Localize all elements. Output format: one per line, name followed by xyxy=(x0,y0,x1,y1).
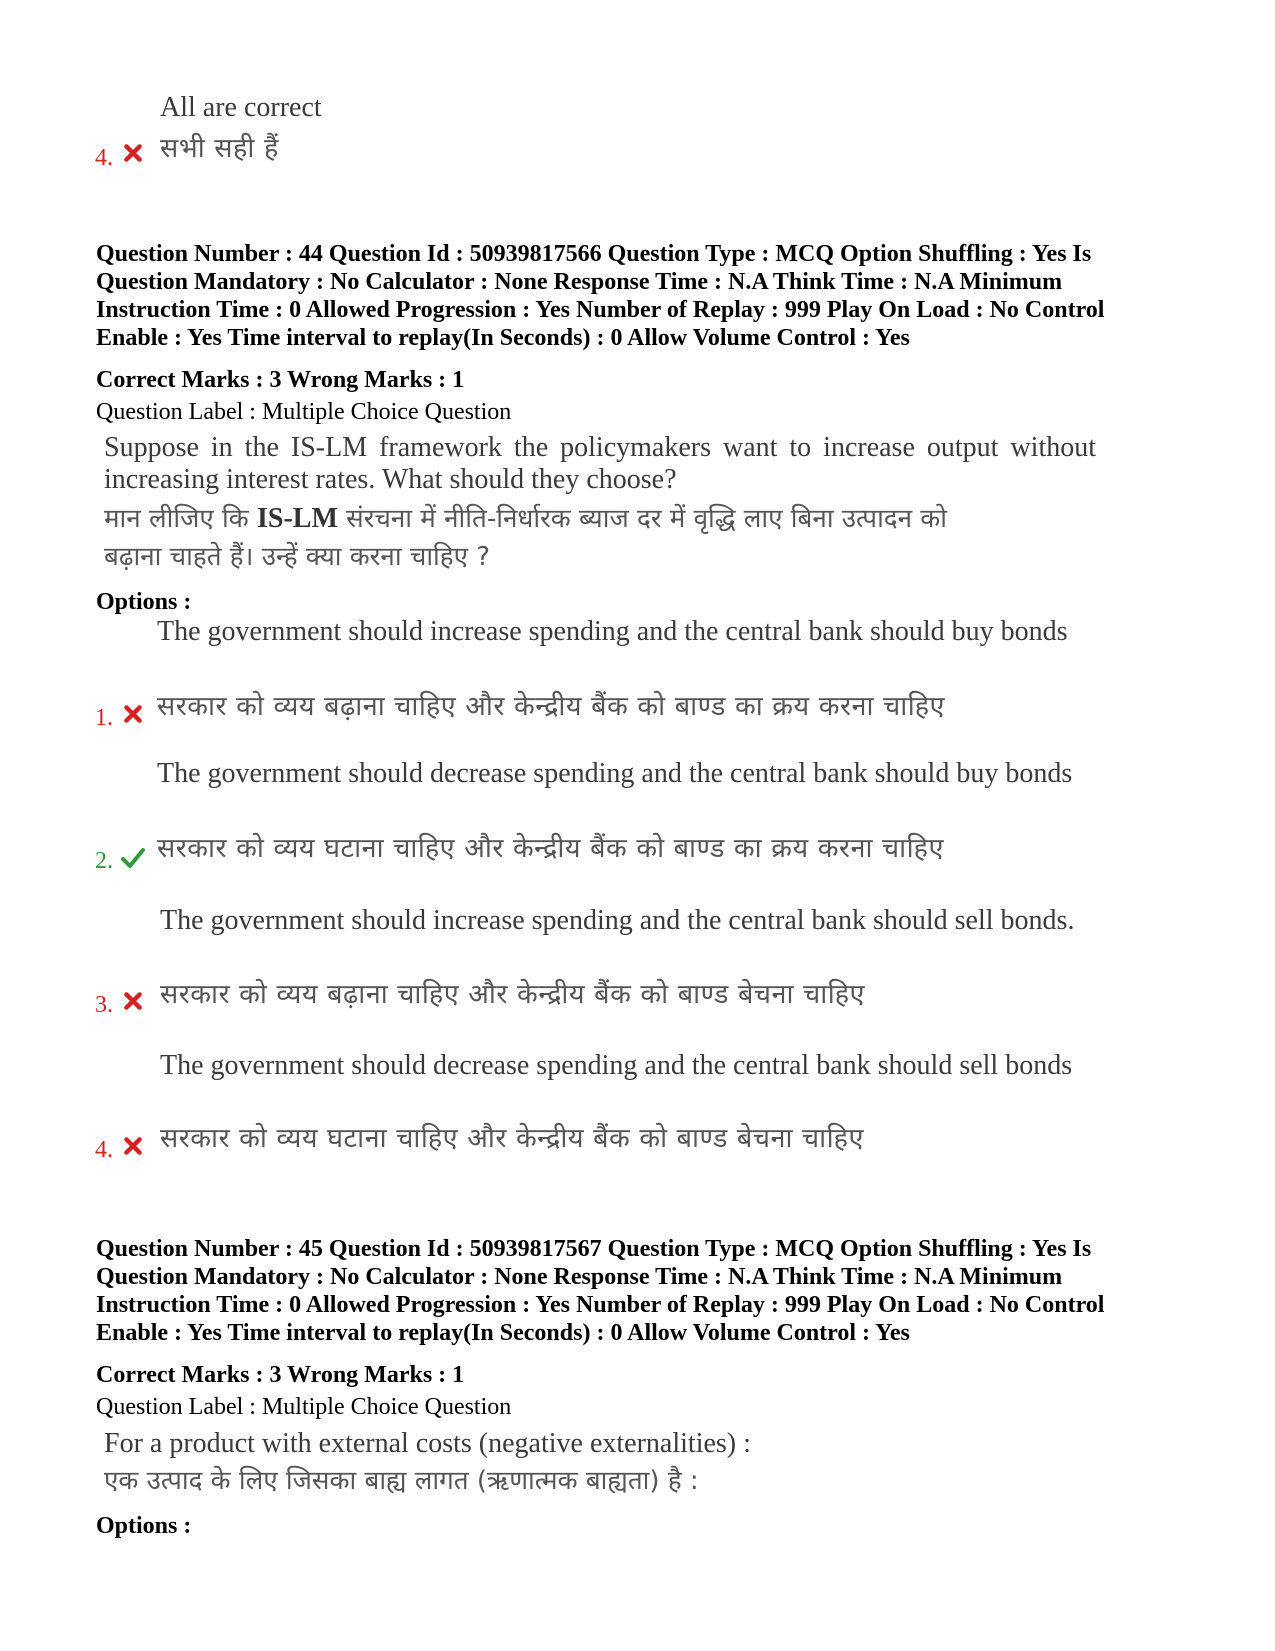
wrong-cross-icon xyxy=(122,1135,144,1157)
option-hindi: सरकार को व्यय बढ़ाना चाहिए और केन्द्रीय बैंक को बाण्ड का क्रय करना चाहिए xyxy=(157,691,945,722)
question-meta xyxy=(96,1235,1196,1347)
marks-line: Correct Marks : 3 Wrong Marks : 1 xyxy=(96,1362,465,1388)
wrong-cross-icon xyxy=(122,142,144,164)
options-heading: Options : xyxy=(96,1513,192,1539)
question-stem-english: Suppose in the IS-LM framework the policymakers want to increase output without increasing interest rates. What should they choose? xyxy=(104,432,1096,495)
question-stem-english: For a product with external costs (negative externalities) : xyxy=(104,1428,751,1459)
stem-hindi-term: IS-LM xyxy=(256,503,338,534)
meta-line: Question Mandatory : No Calculator : None Response Time : N.A Think Time : N.A Minimum xyxy=(96,1264,1063,1290)
meta-line: Enable : Yes Time interval to replay(In Seconds) : 0 Allow Volume Control : Yes xyxy=(96,325,910,351)
meta-line: Enable : Yes Time interval to replay(In Seconds) : 0 Allow Volume Control : Yes xyxy=(96,1320,910,1346)
wrong-cross-icon xyxy=(122,990,144,1012)
option-english: All are correct xyxy=(160,92,322,123)
stem-hindi-text: संरचना में नीति-निर्धारक ब्याज दर में वृद्धि लाए बिना उत्पादन को xyxy=(337,504,948,534)
meta-line: Question Number : 44 Question Id : 50939817566 Question Type : MCQ Option Shuffling : Yes Is xyxy=(96,241,1092,267)
question-label: Question Label : Multiple Choice Question xyxy=(96,399,512,425)
question-meta xyxy=(96,240,1196,352)
question-stem-hindi xyxy=(104,500,1104,576)
marks-line: Correct Marks : 3 Wrong Marks : 1 xyxy=(96,367,465,393)
question-stem-hindi: एक उत्पाद के लिए जिसका बाह्य लागत (ऋणात्मक बाह्यता) है : xyxy=(104,1466,699,1496)
meta-line: Instruction Time : 0 Allowed Progression : Yes Number of Replay : 999 Play On Load : No Control xyxy=(96,297,1105,323)
option-number: 4. xyxy=(95,1137,113,1163)
option-english: The government should increase spending and the central bank should buy bonds xyxy=(157,616,1068,647)
option-number: 3. xyxy=(95,992,113,1018)
option-english: The government should increase spending and the central bank should sell bonds. xyxy=(160,905,1075,936)
option-hindi: सरकार को व्यय घटाना चाहिए और केन्द्रीय बैंक को बाण्ड बेचना चाहिए xyxy=(160,1123,864,1154)
option-number: 4. xyxy=(95,145,113,171)
stem-hindi-line-2: बढ़ाना चाहते हैं। उन्हें क्या करना चाहिए ? xyxy=(104,542,491,572)
meta-line: Question Number : 45 Question Id : 50939817567 Question Type : MCQ Option Shuffling : Yes Is xyxy=(96,1236,1092,1262)
stem-hindi-line-1 xyxy=(104,500,1104,538)
option-hindi: सरकार को व्यय बढ़ाना चाहिए और केन्द्रीय बैंक को बाण्ड बेचना चाहिए xyxy=(160,979,865,1010)
meta-line: Instruction Time : 0 Allowed Progression : Yes Number of Replay : 999 Play On Load : No Control xyxy=(96,1292,1105,1318)
option-english: The government should decrease spending and the central bank should sell bonds xyxy=(160,1050,1073,1081)
option-hindi: सभी सही हैं xyxy=(160,133,279,164)
option-english: The government should decrease spending and the central bank should buy bonds xyxy=(157,758,1073,789)
option-number: 2. xyxy=(95,848,113,874)
meta-line: Question Mandatory : No Calculator : None Response Time : N.A Think Time : N.A Minimum xyxy=(96,269,1063,295)
stem-hindi-text: मान लीजिए कि xyxy=(104,504,257,534)
correct-check-icon xyxy=(120,846,146,870)
options-heading: Options : xyxy=(96,589,192,615)
option-hindi: सरकार को व्यय घटाना चाहिए और केन्द्रीय बैंक को बाण्ड का क्रय करना चाहिए xyxy=(157,833,944,864)
wrong-cross-icon xyxy=(122,703,144,725)
question-label: Question Label : Multiple Choice Question xyxy=(96,1394,512,1420)
option-number: 1. xyxy=(95,705,113,731)
